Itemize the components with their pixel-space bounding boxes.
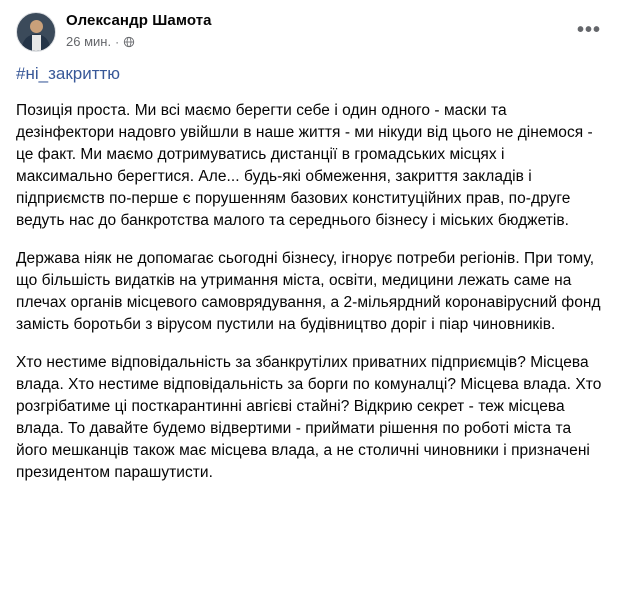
post-paragraph: Хто нестиме відповідальність за збанкрутілих приватних підприємців? Місцева влада. Хто нестиме відповідальність за борги по комуналці? Місцева влада. Хто розгрібатиме ці посткарантинні авгієві стайні? Відкрию секрет - теж місцева влада. То давайте будемо відвертими - приймати рішення по роботі міста та його мешканців також має місцева влада, а не столичні чиновники і призначені президентом парашутисти.	[16, 354, 602, 481]
hashtag-link[interactable]: #ні_закриттю	[16, 64, 121, 83]
meta-separator: ·	[115, 35, 120, 49]
avatar-face	[30, 20, 43, 33]
post-body	[16, 56, 605, 484]
post-paragraph: Позиція проста. Ми всі маємо берегти себе і один одного - маски та дезінфектори надовго увійшли в наше життя - ми нікуди від цього не дінемося - це факт. Ми маємо дотримуватись дистанції в громадських місцях і максимально берегтися. Але... будь-які обмеження, закриття закладів і підприємств по-перше є порушенням базових конституційних прав, по-друге ведуть нас до банкротства малого та середнього бізнесу і міських бюджетів.	[16, 102, 593, 229]
avatar[interactable]	[16, 12, 56, 52]
post-meta	[66, 34, 212, 50]
post-header-text	[66, 10, 212, 50]
post-paragraph: Держава ніяк не допомагає сьогодні бізнесу, ігнорує потреби регіонів. При тому, що більшість видатків на утримання міста, освіти, медицини лежать саме на плечах органів місцевого самоврядування, а 2-мільярдний коронавірусний фонд замість боротьби з вірусом пустили на будівництво доріг і піар чиновників.	[16, 250, 601, 333]
post-timestamp[interactable]: 26 мин.	[66, 34, 112, 49]
author-name[interactable]: Олександр Шамота	[66, 12, 212, 29]
globe-icon[interactable]	[123, 36, 135, 48]
ellipsis-icon: •••	[576, 19, 601, 41]
avatar-shirt	[32, 35, 41, 52]
post-more-options-button[interactable]	[573, 14, 605, 46]
post-header	[16, 10, 605, 56]
